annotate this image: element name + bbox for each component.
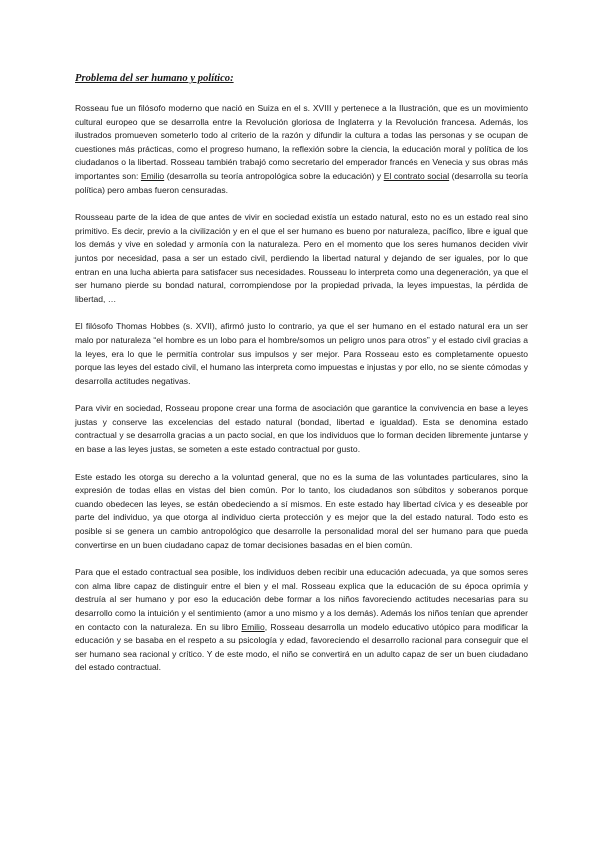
book-title-emilio: Emilio: [140, 170, 165, 181]
paragraph-voluntad-general: Este estado les otorga su derecho a la voluntad general, que no es la suma de las voluntades particulares, sino la expresión de todas ellas en vistas del bien común. Por lo tanto, los ciudadanos son súbditos y soberanos porque cuando obedecen las leyes, se están obedeciendo a sí mismos. En este estado hay libertad cívica y es deseable por parte del individuo, ya que otorga al individuo cierta protección y es mejor que la del estado natural. Todo esto es posible si se genera un cambio antropológico que desarrolle la personalidad moral del ser humano para que pueda convertirse en un buen ciudadano capaz de tomar decisiones basadas en el bien común.: [75, 471, 528, 550]
page-title: Problema del ser humano y político:: [75, 73, 234, 84]
paragraph-estado-natural: Rousseau parte de la idea de que antes de vivir en sociedad existía un estado natural, esto no es un estado real sino primitivo. Es decir, previo a la civilización y en el que el ser humano es bueno por naturaleza, pacífico, libre e igual que los demás y vive en soledad y armonía con la naturaleza. Pero en el momento que los seres humanos deciden vivir juntos por necesidad, pasa a ser un estado civil, perdiendo la libertad natural y dejando de ser iguales, por lo que entran en una lucha abierta para satisfacer sus necesidades. Rousseau lo interpreta como una degeneración, ya que el ser humano pierde su bondad natural, corrompiendose por la propiedad privada, la leyes impuestas, la pérdida de libertad, …: [75, 212, 528, 304]
paragraph-text: (desarrolla su teoría política) pero ambas fueron censuradas.: [75, 170, 528, 195]
paragraph-educacion: [75, 566, 528, 675]
paragraph-text: , Rosseau desarrolla un modelo educativo utópico para modificar la educación y se basaba en el respeto a su psicología y edad, favoreciendo el desarrollo racional para conseguir que el ser humano sea racional y crítico. Y de este modo, el niño se convertirá en un adulto capaz de ser un buen ciudadano del estado contractual.: [75, 621, 528, 673]
book-title-emilio: Emilio: [241, 621, 265, 632]
paragraph-text: Para que el estado contractual sea posible, los individuos deben recibir una educación adecuada, ya que somos seres con alma libre capaz de distinguir entre el bien y el mal. Rosseau explica que la educación de su época oprimía y destruía al ser humano y por eso la educación debe formar a los niños favoreciendo actitudes necesarias para su desarrollo como la intuición y el sentimiento (amor a uno mismo y a los demás). Además los niños tenían que aprender en contacto con la naturaleza. En su libro: [75, 567, 528, 632]
paragraph-contrato: Para vivir en sociedad, Rosseau propone crear una forma de asociación que garantice la convivencia en base a leyes justas y conserve las excelencias del estado natural (bondad, libertad e igualdad). Esta se denomina estado contractual y se desarrolla gracias a un pacto social, en que los individuos que lo forman deciden libremente juntarse y en base a las leyes justas, se someten a este estado contractual por gusto.: [75, 403, 528, 455]
paragraph-hobbes: El filósofo Thomas Hobbes (s. XVII), afirmó justo lo contrario, ya que el ser humano en el estado natural era un ser malo por naturaleza “el hombre es un lobo para el hombre/somos un peligro unos para otros” y el estado civil gracias a la leyes, era lo que le permitía controlar sus impulsos y ser mejor. Para Rosseau esto es completamente opuesto porque las leyes del estado civil, el humano las interpreta como impuestas e injustas y por ello, no se siente cómodas y desarrolla actitudes negativas.: [75, 321, 528, 386]
paragraph-intro: [75, 102, 528, 197]
paragraph-text: (desarrolla su teoría antropológica sobre la educación) y: [164, 170, 384, 181]
book-title-contrato-social: El contrato social: [383, 170, 450, 181]
paragraph-text: Rosseau fue un filósofo moderno que nació en Suiza en el s. XVIII y pertenece a la Ilustración, que es un movimiento cultural europeo que se desarrolla entre la Revolución gloriosa de Inglaterra y la Revolución francesa. Además, los ilustrados promueven someterlo todo al criterio de la razón y difundir la cultura a todas las personas y se ocupan de cuestiones más prácticas, como el progreso humano, la reflexión sobre la ciencia, la educación moral y política de los ciudadanos o la libertad. Rosseau también trabajó como secretario del emperador francés en Venecia y sus obras más importantes son:: [75, 103, 528, 181]
